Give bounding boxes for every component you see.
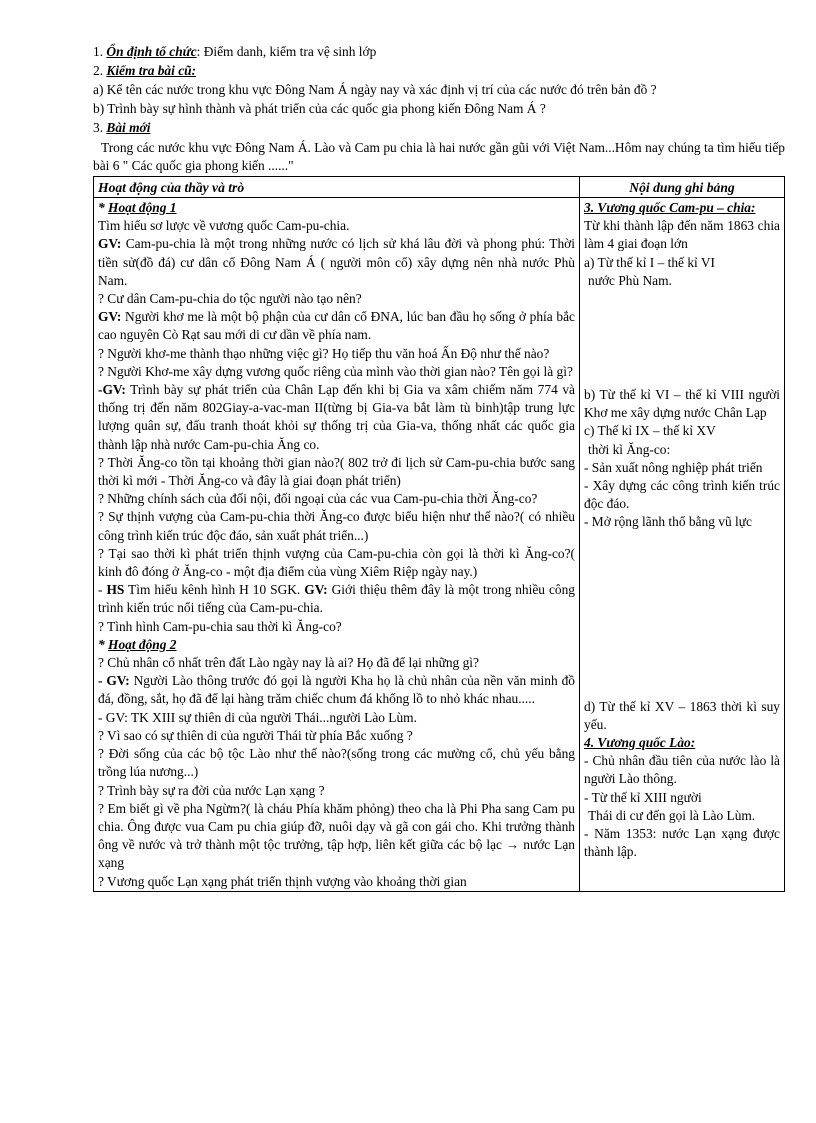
spacer [584,532,780,698]
question: ? Vương quốc Lạn xạng phát triển thịnh vượng vào khoảng thời gian [98,873,467,889]
lesson-intro: Trong các nước khu vực Đông Nam Á. Lào và Cam pu chia là hai nước gần gũi với Việt Nam...Hôm nay chúng ta tìm hiểu tiếp bài 6 " Các quốc gia phong kiến ......" [93,140,785,173]
table-body-row [94,198,785,892]
note-item: - Xây dựng các công trình kiến trúc độc đáo. [584,478,780,512]
teacher-note-text: Cam-pu-chia là một trong những nước có lịch sử khá lâu đời và phong phú: Thời tiền sử(đồ đá) cư dân cổ Đông Nam Á ( người môn cổ) xây dựng nên nhà nước Phù Nam. [98,236,575,288]
question: ? Tại sao thời kì phát triển thịnh vượng của Cam-pu-chia còn gọi là thời kì Ăng-co?( kinh đô đóng ở Ăng-co - một địa điểm của vùng Xiêm Riệp ngày nay.) [98,545,575,580]
note-item: - Chủ nhân đầu tiên của nước lào là người Lào thông. [584,753,780,787]
question: ? Những chính sách của đối nội, đối ngoại của các vua Cam-pu-chia thời Ăng-co? [98,491,538,507]
teacher-label: GV: [304,582,328,598]
teacher-label: - GV: [98,673,130,689]
note-item: thời kì Ăng-co: [588,441,671,457]
lesson-table [93,176,785,892]
activities-cell: * Hoạt động 1 Tìm hiểu sơ lược về vương quốc Cam-pu-chia. GV: Cam-pu-chia là một trong những nước có lịch sử khá lâu đời và phong phú: Thời tiền sử(đồ đá) cư dân cổ Đông Nam Á ( người môn cổ) xây dựng nên nhà nước Phù Nam. ? Cư dân Cam-pu-chia do tộc người nào tạo nên? GV: Người khơ me là một bộ phận của cư dân cổ ĐNA, lúc ban đầu họ sống ở phía bắc cao nguyên Cò Rạt sau mới di cư dần về phía nam. ? Người khơ-me thành thạo những việc gì? Họ tiếp thu văn hoá Ấn Độ như thế nào? ? Người Khơ-me xây dựng vương quốc riêng của mình vào thời gian nào? Tên gọi là gì? -GV: Trình bày sự phát triển của Chân Lạp đến khi bị Gia va xâm chiếm năm 774 và thống trị đến năm 802Giay-a-vac-man II(từng bị Gia-va bắt làm tù binh)tập trung lực lượng quân sự, đấu tranh thoát khỏi sự thống trị của Gia-va, thống nhất các quốc gia thành lập nhà nước Cam-pu-chia Ăng co. ? Thời Ăng-co tồn tại khoảng thời gian nào?( 802 trở đi lịch sử Cam-pu-chia bước sang thời kì mới - Thời Ăng-co và đây là giai đoạn phát triển) ? Những chính sách của đối nội, đối ngoại của các vua Cam-pu-chia thời Ăng-co? ? Sự thịnh vượng của Cam-pu-chia thời Ăng-co được biểu hiện như thế nào?( có nhiều công trình kiến trúc độc đáo, sản xuất phát triển...) ? Tại sao thời kì phát triển thịnh vượng của Cam-pu-chia còn gọi là thời kì Ăng-co?( kinh đô đóng ở Ăng-co - một địa điểm của vùng Xiêm Riệp ngày nay.) - HS Tìm hiểu kênh hình H 10 SGK. GV: Giới thiệu thêm đây là một trong nhiều công trình kiến trúc nổi tiếng của Cam-pu-chia. ? Tình hình Cam-pu-chia sau thời kì Ăng-co? * Hoạt động 2 ? Chủ nhân cổ nhất trên đất Lào ngày nay là ai? Họ đã để lại những gì? - GV: Người Lào thông trước đó gọi là người Kha họ là chủ nhân của nền văn minh đồ đá, đồng, sắt, họ đã để lại hàng trăm chiếc chum đá khổng lồ to nhỏ khác nhau..... - GV: TK XIII sự thiên di của người Thái...người Lào Lùm. ? Vì sao có sự thiên di của người Thái từ phía Bắc xuống ? ? Đời sống của các bộ tộc Lào như thế nào?(sống trong các mường cổ, chủ yếu bằng trồng lúa nương...) ? Trình bày sự ra đời của nước Lạn xạng ? ? Em biết gì về pha Ngừm?( là cháu Phía khăm phỏng) theo cha là Phi Pha sang Cam pu chia. Ông được vua Cam pu chia giúp đỡ, nuôi dạy và gã con gái cho. Khi trưởng thành ông về nước và trở thành một tộc trưởng, tập hợp, liên kết giữa các bộ lạc → nước Lạn xạng ? Vương quốc Lạn xạng phát triển thịnh vượng vào khoảng thời gian [94,198,580,892]
teacher-note [98,235,575,290]
question: ? Cư dân Cam-pu-chia do tộc người nào tạo nên? [98,291,362,307]
question: ? Sự thịnh vượng của Cam-pu-chia thời Ăng-co được biểu hiện như thế nào?( có nhiều công trình kiến trúc độc đáo, sản xuất phát triển...) [98,509,575,543]
teacher-note [98,672,575,708]
note-item: b) Từ thế kỉ VI – thế kỉ VIII người Khơ me xây dựng nước Chân Lạp [584,387,780,421]
teacher-note-text: Giới thiệu thêm đây là một trong nhiều công trình kiến trúc nổi tiếng của Cam-pu-chia. [98,582,575,616]
note-item: nước Phù Nam. [588,272,672,288]
column-header-board-notes: Nội dung ghi bảng [580,177,785,198]
question: ? Tình hình Cam-pu-chia sau thời kì Ăng-co? [98,618,342,634]
student-label: HS [106,582,125,598]
note-item: - Năm 1353: nước Lạn xạng được thành lập. [584,826,780,860]
teacher-note [98,308,575,344]
laos-heading: 4. Vương quốc Lào: [584,735,696,751]
cambodia-heading: 3. Vương quốc Cam-pu – chia: [584,200,756,215]
question: ? Chủ nhân cổ nhất trên đất Lào ngày nay là ai? Họ đã để lại những gì? [98,655,479,671]
activity-1-intro: Tìm hiểu sơ lược về vương quốc Cam-pu-chia. [98,218,350,234]
question: ? Em biết gì về pha Ngừm?( là cháu Phía khăm phỏng) theo cha là Phi Pha sang Cam pu chia. Ông được vua Cam pu chia giúp đỡ, nuôi dạy và gã con gái cho. Khi trưởng thành ông về nước và trở thành một tộc trưởng, tập hợp, liên kết giữa các bộ lạc → nước Lạn xạng [98,800,575,871]
question: ? Người Khơ-me xây dựng vương quốc riêng của mình vào thời gian nào? Tên gọi là gì? [98,363,573,379]
note-item: d) Từ thế kỉ XV – 1863 thời kì suy yếu. [584,698,780,732]
question: ? Thời Ăng-co tồn tại khoảng thời gian nào?( 802 trở đi lịch sử Cam-pu-chia bước sang thời kì mới - Thời Ăng-co và đây là giai đoạn phát triển) [98,454,575,489]
section-1 [93,42,785,61]
section-3 [93,118,785,137]
note-item: Thái di cư đến gọi là Lào Lùm. [588,807,756,823]
section-3-title: Bài mới [106,120,151,135]
column-header-activities: Hoạt động của thầy và trò [94,177,580,198]
spacer [584,290,780,386]
note-item: c) Thế kỉ IX – thế kỉ XV [584,423,716,439]
question: ? Đời sống của các bộ tộc Lào như thế nào?(sống trong các mường cổ, chủ yếu bằng trồng lúa nương...) [98,746,575,780]
teacher-note [98,381,575,454]
teacher-note-text: Người khơ me là một bộ phận của cư dân cổ ĐNA, lúc ban đầu họ sống ở phía bắc cao nguyên Cò Rạt sau mới di cư dần về phía nam. [98,309,575,343]
student-note-text: Tìm hiểu kênh hình H 10 SGK. [128,582,301,598]
teacher-note: - GV: TK XIII sự thiên di của người Thái...người Lào Lùm. [98,709,417,725]
lesson-page [93,42,785,892]
teacher-label: GV: [98,309,122,325]
review-question-a: a) Kể tên các nước trong khu vực Đông Nam Á ngày nay và xác định vị trí của các nước đó trên bản đồ ? [93,82,657,97]
board-notes-cell [580,198,785,892]
section-2-number: 2. [93,63,104,78]
question: ? Vì sao có sự thiên di của người Thái từ phía Bắc xuống ? [98,727,413,743]
question: ? Trình bày sự ra đời của nước Lạn xạng ? [98,782,325,798]
note-item: a) Từ thế kỉ I – thế kỉ VI [584,254,715,270]
section-1-number: 1. [93,44,104,59]
section-2 [93,61,785,80]
activity-2-heading: Hoạt động 2 [108,636,177,652]
note-item: Từ khi thành lập đến năm 1863 chia làm 4 giai đoạn lớn [584,218,780,252]
section-1-title: Ổn định tổ chức [106,44,197,59]
note-item: - Sản xuất nông nghiệp phát triển [584,459,763,475]
teacher-note-text: Trình bày sự phát triển của Chân Lạp đến khi bị Gia va xâm chiếm năm 774 và thống trị đến năm 802Giay-a-vac-man II(từng bị Gia-va bắt làm tù binh)tập trung lực lượng quân sự, đấu tranh thoát khỏi sự thống trị của Gia-va, thống nhất các quốc gia thành lập nhà nước Cam-pu-chia Ăng co. [98,382,575,452]
teacher-label: GV: [98,236,122,252]
review-question-b: b) Trình bày sự hình thành và phát triển của các quốc gia phong kiến Đông Nam Á ? [93,101,546,116]
section-2-title: Kiểm tra bài cũ: [106,63,197,78]
note-item: - Từ thế kỉ XIII người [584,789,702,805]
teacher-note-text: Người Lào thông trước đó gọi là người Kha họ là chủ nhân của nền văn minh đồ đá, đồng, sắt, họ đã để lại hàng trăm chiếc chum đá khổng lồ to nhỏ khác nhau..... [98,673,575,707]
section-1-text: : Điểm danh, kiểm tra vệ sinh lớp [196,44,377,59]
table-header-row [94,177,785,198]
activity-1-heading: Hoạt động 1 [108,200,177,215]
teacher-label: -GV: [98,382,126,398]
student-teacher-note: - HS Tìm hiểu kênh hình H 10 SGK. GV: Giới thiệu thêm đây là một trong nhiều công trình kiến trúc nổi tiếng của Cam-pu-chia. [98,582,575,616]
note-item: - Mở rộng lãnh thổ bằng vũ lực [584,514,752,530]
section-3-number: 3. [93,120,104,135]
question: ? Người khơ-me thành thạo những việc gì? Họ tiếp thu văn hoá Ấn Độ như thế nào? [98,345,550,361]
